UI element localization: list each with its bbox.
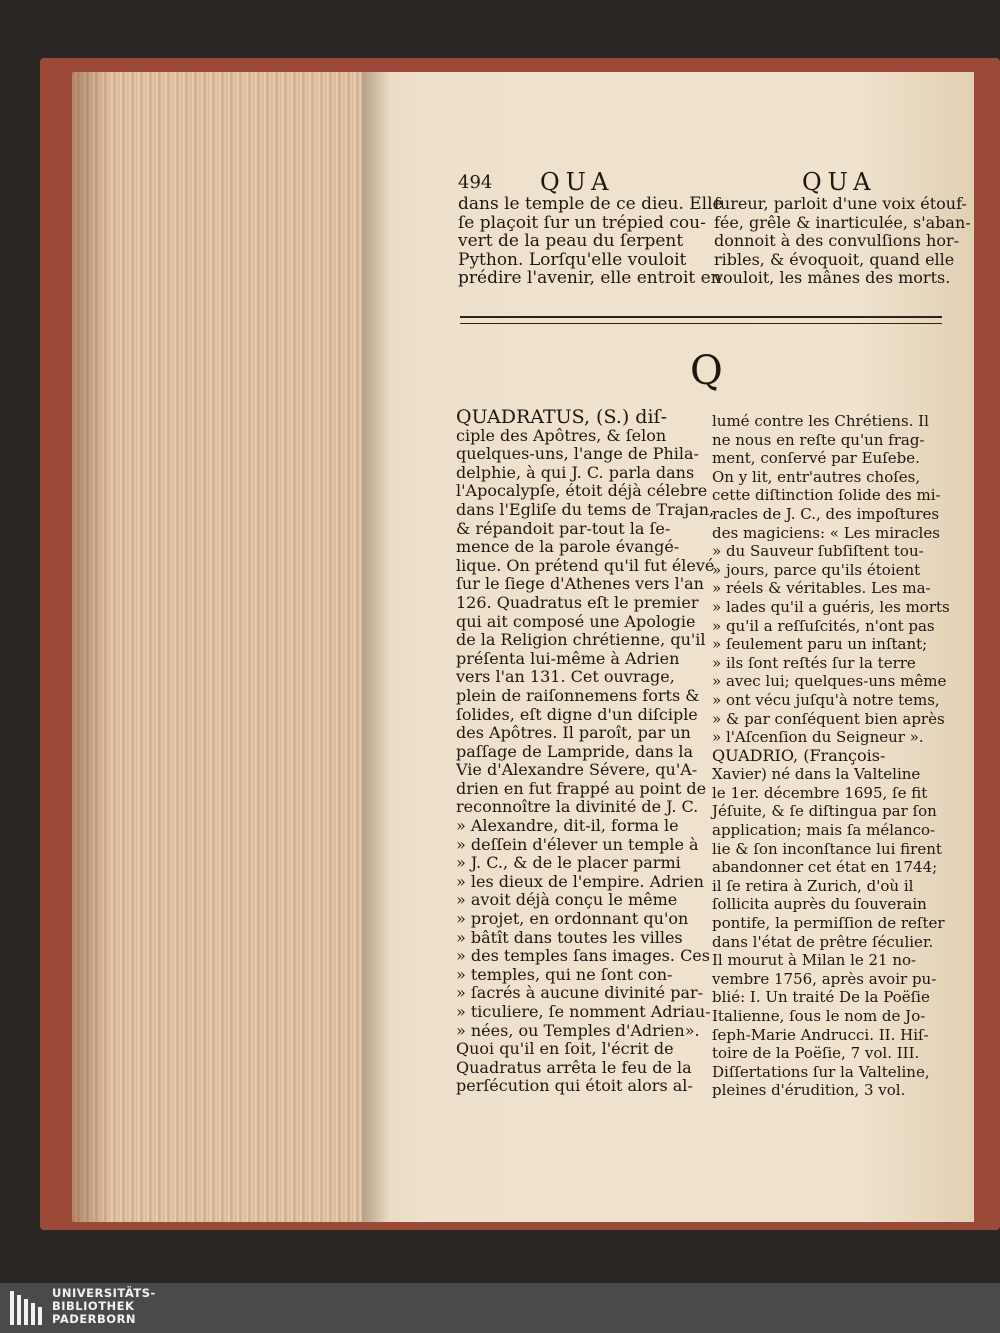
text-line: » ils ſont reſtés ſur la terre [712,653,916,672]
text-line: ſollicita auprès du ſouverain [712,895,927,914]
text-line: » qu'il a reſſuſcités, n'ont pas [712,616,935,635]
text-line: » des temples ſans images. Ces [456,946,710,966]
text-line: Quadratus arrêta le feu de la [456,1057,692,1077]
text-line: » jours, parce qu'ils étoient [712,560,921,579]
top-right-paragraph [714,195,971,288]
text-line: vouloit, les mânes des morts. [714,268,951,288]
right-column [712,412,950,1100]
section-letter: Q [690,348,723,394]
text-line: » temples, qui ne ſont con- [456,964,673,984]
text-line: ment, conſervé par Euſebe. [712,449,920,468]
text-line: Vie d'Alexandre Sévere, qu'A- [456,760,698,780]
text-line: donnoit à des convulſions hor- [714,231,960,251]
text-line: ſolides, eſt digne d'un diſciple [456,704,698,724]
text-line: Il mourut à Milan le 21 no- [712,951,917,970]
text-line: Xavier) né dans la Valteline [712,765,921,784]
text-line: fée, grêle & inarticulée, s'aban- [714,212,971,232]
top-left-paragraph [458,195,723,288]
text-line: toire de la Poëſie, 7 vol. III. [712,1044,920,1063]
text-line: QUADRATUS, (S.) diſ- [456,406,667,428]
text-line: » ont vécu juſqu'à notre tems, [712,690,940,709]
text-line: » ſacrés à aucune divinité par- [456,983,704,1003]
text-line: blié: I. Un traité De la Poëſie [712,988,930,1007]
text-line: delphie, à qui J. C. parla dans [456,462,695,482]
text-line: ſeph-Marie Andrucci. II. Hiſ- [712,1025,929,1044]
text-line: » J. C., & de le placer parmi [456,853,681,873]
text-line: » bâtît dans toutes les villes [456,927,683,947]
text-line: » avec lui; quelques-uns même [712,672,947,691]
text-line: QUADRIO, (François- [712,745,886,765]
text-line: de la Religion chrétienne, qu'il [456,630,706,650]
text-line: il ſe retira à Zurich, d'où il [712,876,914,895]
text-line: préſenta lui-même à Adrien [456,648,680,668]
text-line: » les dieux de l'empire. Adrien [456,871,704,891]
text-line: ſe plaçoit ſur un trépied cou- [458,212,706,233]
text-line: le 1er. décembre 1695, ſe fit [712,783,928,802]
text-line: cette diſtinction ſolide des mi- [712,486,941,505]
text-line: » deſſein d'élever un temple à [456,834,699,854]
text-line: ciple des Apôtres, & ſelon [456,425,667,445]
text-line: » l'Aſcenſion du Seigneur ». [712,728,924,747]
text-line: des magiciens: « Les miracles [712,523,940,542]
text-line: » projet, en ordonnant qu'on [456,909,689,929]
text-line: mence de la parole évangé- [456,537,680,557]
text-line: vers l'an 131. Cet ouvrage, [456,667,675,687]
text-line: fureur, parloit d'une voix étouf- [714,194,967,213]
text-line: quelques-uns, l'ange de Phila- [456,444,699,464]
page-edges [72,72,364,1222]
text-line: Italienne, ſous le nom de Jo- [712,1007,926,1025]
text-line: » du Sauveur ſubſiſtent tou- [712,542,924,561]
text-line: Quoi qu'il en ſoit, l'écrit de [456,1039,674,1059]
text-line: » réels & véritables. Les ma- [712,579,931,598]
text-line: Jéſuite, & ſe diſtingua par ſon [712,802,937,821]
text-line: » & par conſéquent bien après [712,709,945,728]
text-line: ſur le ſiege d'Athenes vers l'an [456,574,704,594]
text-line: perſécution qui étoit alors al- [456,1076,693,1096]
text-line: qui ait composé une Apologie [456,611,696,631]
text-line: vembre 1756, après avoir pu- [712,969,937,988]
running-header-left: QUA [540,168,615,196]
text-line: abandonner cet état en 1744; [712,858,938,877]
text-line: Python. Lorſqu'elle vouloit [458,249,687,270]
running-header-right: QUA [802,168,877,196]
text-line: lique. On prétend qu'il fut élevé [456,555,715,575]
text-line: l'Apocalypſe, étoit déjà célebre [456,481,708,501]
text-line: » nées, ou Temples d'Adrien». [456,1020,700,1040]
page-gutter-shadow [362,72,390,1222]
library-name-line: UNIVERSITÄTS- [52,1286,156,1300]
text-line: » ſeulement paru un inſtant; [712,635,928,654]
left-column [456,408,714,1096]
text-line: lumé contre les Chrétiens. Il [712,412,929,430]
text-line: lie & ſon inconſtance lui firent [712,839,942,858]
text-line: paſſage de Lampride, dans la [456,741,694,761]
text-line: On y lit, entr'autres choſes, [712,467,921,486]
library-footer [0,1283,1000,1333]
library-name [52,1287,156,1326]
text-line: » ticuliere, ſe nomment Adriau- [456,1002,711,1021]
text-line: racles de J. C., des impoſtures [712,504,940,523]
text-line: » lades qu'il a guéris, les morts [712,597,950,616]
text-line: pleines d'érudition, 3 vol. [712,1081,906,1100]
text-line: » Alexandre, dit-il, forma le [456,816,679,836]
library-name-line: PADERBORN [52,1312,137,1326]
text-line: des Apôtres. Il paroît, par un [456,723,691,743]
library-name-line: BIBLIOTHEK [52,1299,135,1313]
text-line: Diſſertations ſur la Valteline, [712,1062,930,1081]
text-line: ne nous en reſte qu'un frag- [712,430,925,449]
page-number: 494 [458,172,493,193]
text-line: » avoit déjà conçu le même [456,890,678,910]
library-logo-icon [8,1289,46,1327]
text-line: reconnoître la divinité de J. C. [456,797,699,817]
text-line: drien en fut frappé au point de [456,778,707,798]
text-line: ribles, & évoquoit, quand elle [714,249,955,269]
text-line: dans l'Egliſe du tems de Trajan, [456,499,715,519]
text-line: vert de la peau du ſerpent [458,231,684,252]
text-line: dans l'état de prêtre ſéculier. [712,932,934,951]
text-line: dans le temple de ce dieu. Elle [458,194,723,214]
text-line: plein de raiſonnemens forts & [456,685,700,705]
section-divider-thin [460,323,942,324]
text-line: 126. Quadratus eſt le premier [456,592,699,612]
text-line: pontife, la permiſſion de reſter [712,914,945,933]
text-line: & répandoit par-tout la ſe- [456,518,671,538]
text-line: prédire l'avenir, elle entroit en [458,268,722,289]
section-divider [460,316,942,318]
text-line: application; mais ſa mélanco- [712,821,936,840]
